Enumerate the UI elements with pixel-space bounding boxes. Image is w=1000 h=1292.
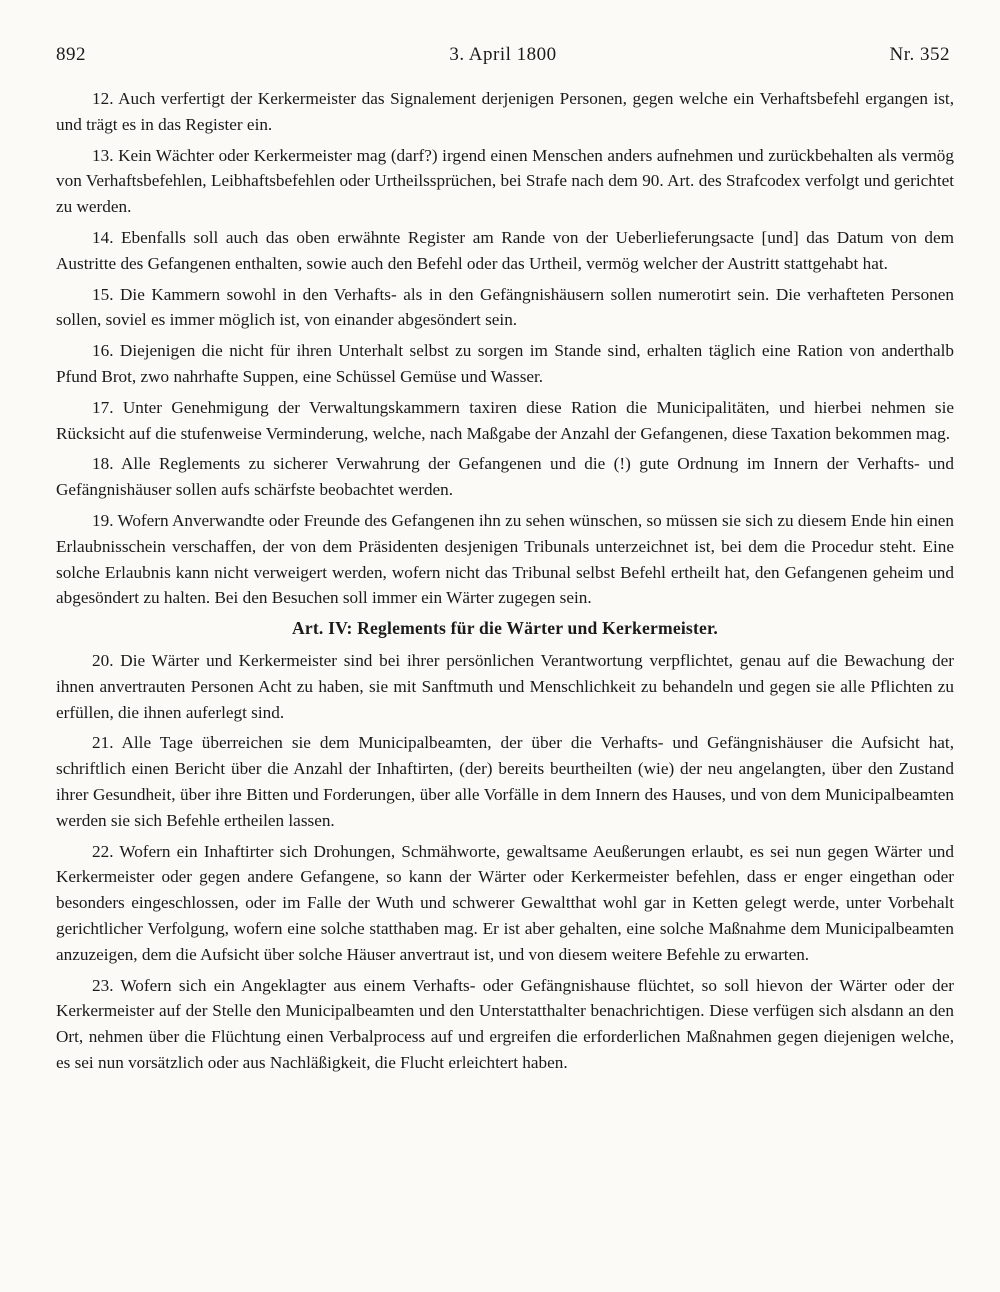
paragraph-16: 16. Diejenigen die nicht für ihren Unterhalt selbst zu sorgen im Stande sind, erhalten täglich eine Ration von anderthalb Pfund Brot, zwo nahrhafte Suppen, eine Schüssel Gemüse und Wasser.	[56, 341, 954, 386]
paragraph-15: 15. Die Kammern sowohl in den Verhafts- als in den Gefängnishäusern sollen numerotirt sein. Die verhafteten Personen sollen, soviel es immer möglich ist, von einander abgesöndert sein.	[56, 284, 954, 330]
document-number: Nr. 352	[889, 44, 950, 65]
section-heading: Art. IV: Reglements für die Wärter und Kerkermeister.	[291, 618, 719, 639]
paragraph-18: 18. Alle Reglements zu sicherer Verwahrung der Gefangenen und die (!) gute Ordnung im Innern der Verhafts- und Gefängnishäuser sollen aufs schärfste beobachtet werden.	[56, 454, 954, 500]
paragraph-13: 13. Kein Wächter oder Kerkermeister mag (darf?) irgend einen Menschen anders aufnehmen und zurückbehalten als vermög von Verhaftsbefehlen, Leibhaftsbefehlen oder Urtheilssprüchen, bei Strafe nach dem 90. Art. des Strafcodex verfolgt und gerichtet zu werden.	[56, 145, 954, 217]
paragraph-14: 14. Ebenfalls soll auch das oben erwähnte Register am Rande von der Ueberlieferungsacte [und] das Datum von dem Austritte des Gefangenen enthalten, sowie auch den Befehl oder das Urtheil, vermög welcher der Austritt stattgehabt hat.	[56, 227, 954, 273]
paragraph-19: 19. Wofern Anverwandte oder Freunde des Gefangenen ihn zu sehen wünschen, so müssen sie sich zu diesem Ende hin einen Erlaubnisschein verschaffen, der von dem Präsidenten desjenigen Tribunals unterzeichnet ist, bei dem die Procedur steht. Eine solche Erlaubnis kann nicht verweigert werden, wofern nicht das Tribunal selbst Befehl ertheilt hat, den Gefangenen geheim und abgesöndert zu halten. Bei den Besuchen soll immer ein Wärter zugegen sein.	[56, 510, 954, 608]
paragraph-23: 23. Wofern sich ein Angeklagter aus einem Verhafts- oder Gefängnishause flüchtet, so soll hievon der Wärter oder der Kerkermeister auf der Stelle den Municipalbeamten und den Unterstatthalter benachrichtigen. Diese verfügen sich alsdann an den Ort, nehmen über die Flüchtung einen Verbalprocess auf und ergreifen die erforderlichen Maßnahmen gegen diejenigen welche, es sei nun vorsätzlich oder aus Nachläßigkeit, die Flucht erleichtert haben.	[56, 975, 954, 1072]
paragraph-20: 20. Die Wärter und Kerkermeister sind bei ihrer persönlichen Verantwortung verpflichtet, genau auf die Bewachung der ihnen anvertrauten Personen Acht zu haben, sie mit Sanftmuth und Menschlichkeit zu behandeln und gegen sie alle Pflichten zu erfüllen, die ihnen auferlegt sind.	[56, 650, 954, 722]
paragraph-12: 12. Auch verfertigt der Kerkermeister das Signalement derjenigen Personen, gegen welche ein Verhaftsbefehl ergangen ist, und trägt es in das Register ein.	[56, 89, 954, 134]
header-date: 3. April 1800	[449, 44, 557, 65]
page-number: 892	[56, 44, 86, 65]
page-header	[56, 44, 950, 74]
paragraph-17: 17. Unter Genehmigung der Verwaltungskammern taxiren diese Ration die Municipalitäten, und hierbei nehmen sie Rücksicht auf die stufenweise Verminderung, welche, nach Maßgabe der Anzahl der Gefangenen, diese Taxation bekommen mag.	[56, 397, 954, 443]
paragraph-22: 22. Wofern ein Inhaftirter sich Drohungen, Schmähworte, gewaltsame Aeußerungen erlaubt, es sei nun gegen Wärter und Kerkermeister oder gegen andere Gefangene, so kann der Wärter oder Kerkermeister befehlen, dass er enger eingethan oder besonders eingeschlossen, oder im Falle der Wuth und schwerer Gewaltthat wohl gar in Ketten gelegt werde, unter Vorbehalt gerichtlicher Verfolgung, wofern eine solche statthaben mag. Er ist aber gehalten, eine solche Maßnahme dem Municipalbeamten anzuzeigen, dem die Aufsicht über solche Häuser anvertraut ist, und von diesem weitere Befehle zu erwarten.	[56, 841, 954, 964]
document-body	[56, 86, 954, 1081]
paragraph-21: 21. Alle Tage überreichen sie dem Municipalbeamten, der über die Verhafts- und Gefängnishäuser die Aufsicht hat, schriftlich einen Bericht über die Anzahl der Inhaftirten, (der) bereits beurtheilten (wie) der neu angelangten, über den Zustand ihrer Gesundheit, über ihre Bitten und Forderungen, über alle Vorfälle in dem Innern des Hauses, und von dem Municipalbeamten werden sie sich Befehle ertheilen lassen.	[56, 733, 954, 830]
